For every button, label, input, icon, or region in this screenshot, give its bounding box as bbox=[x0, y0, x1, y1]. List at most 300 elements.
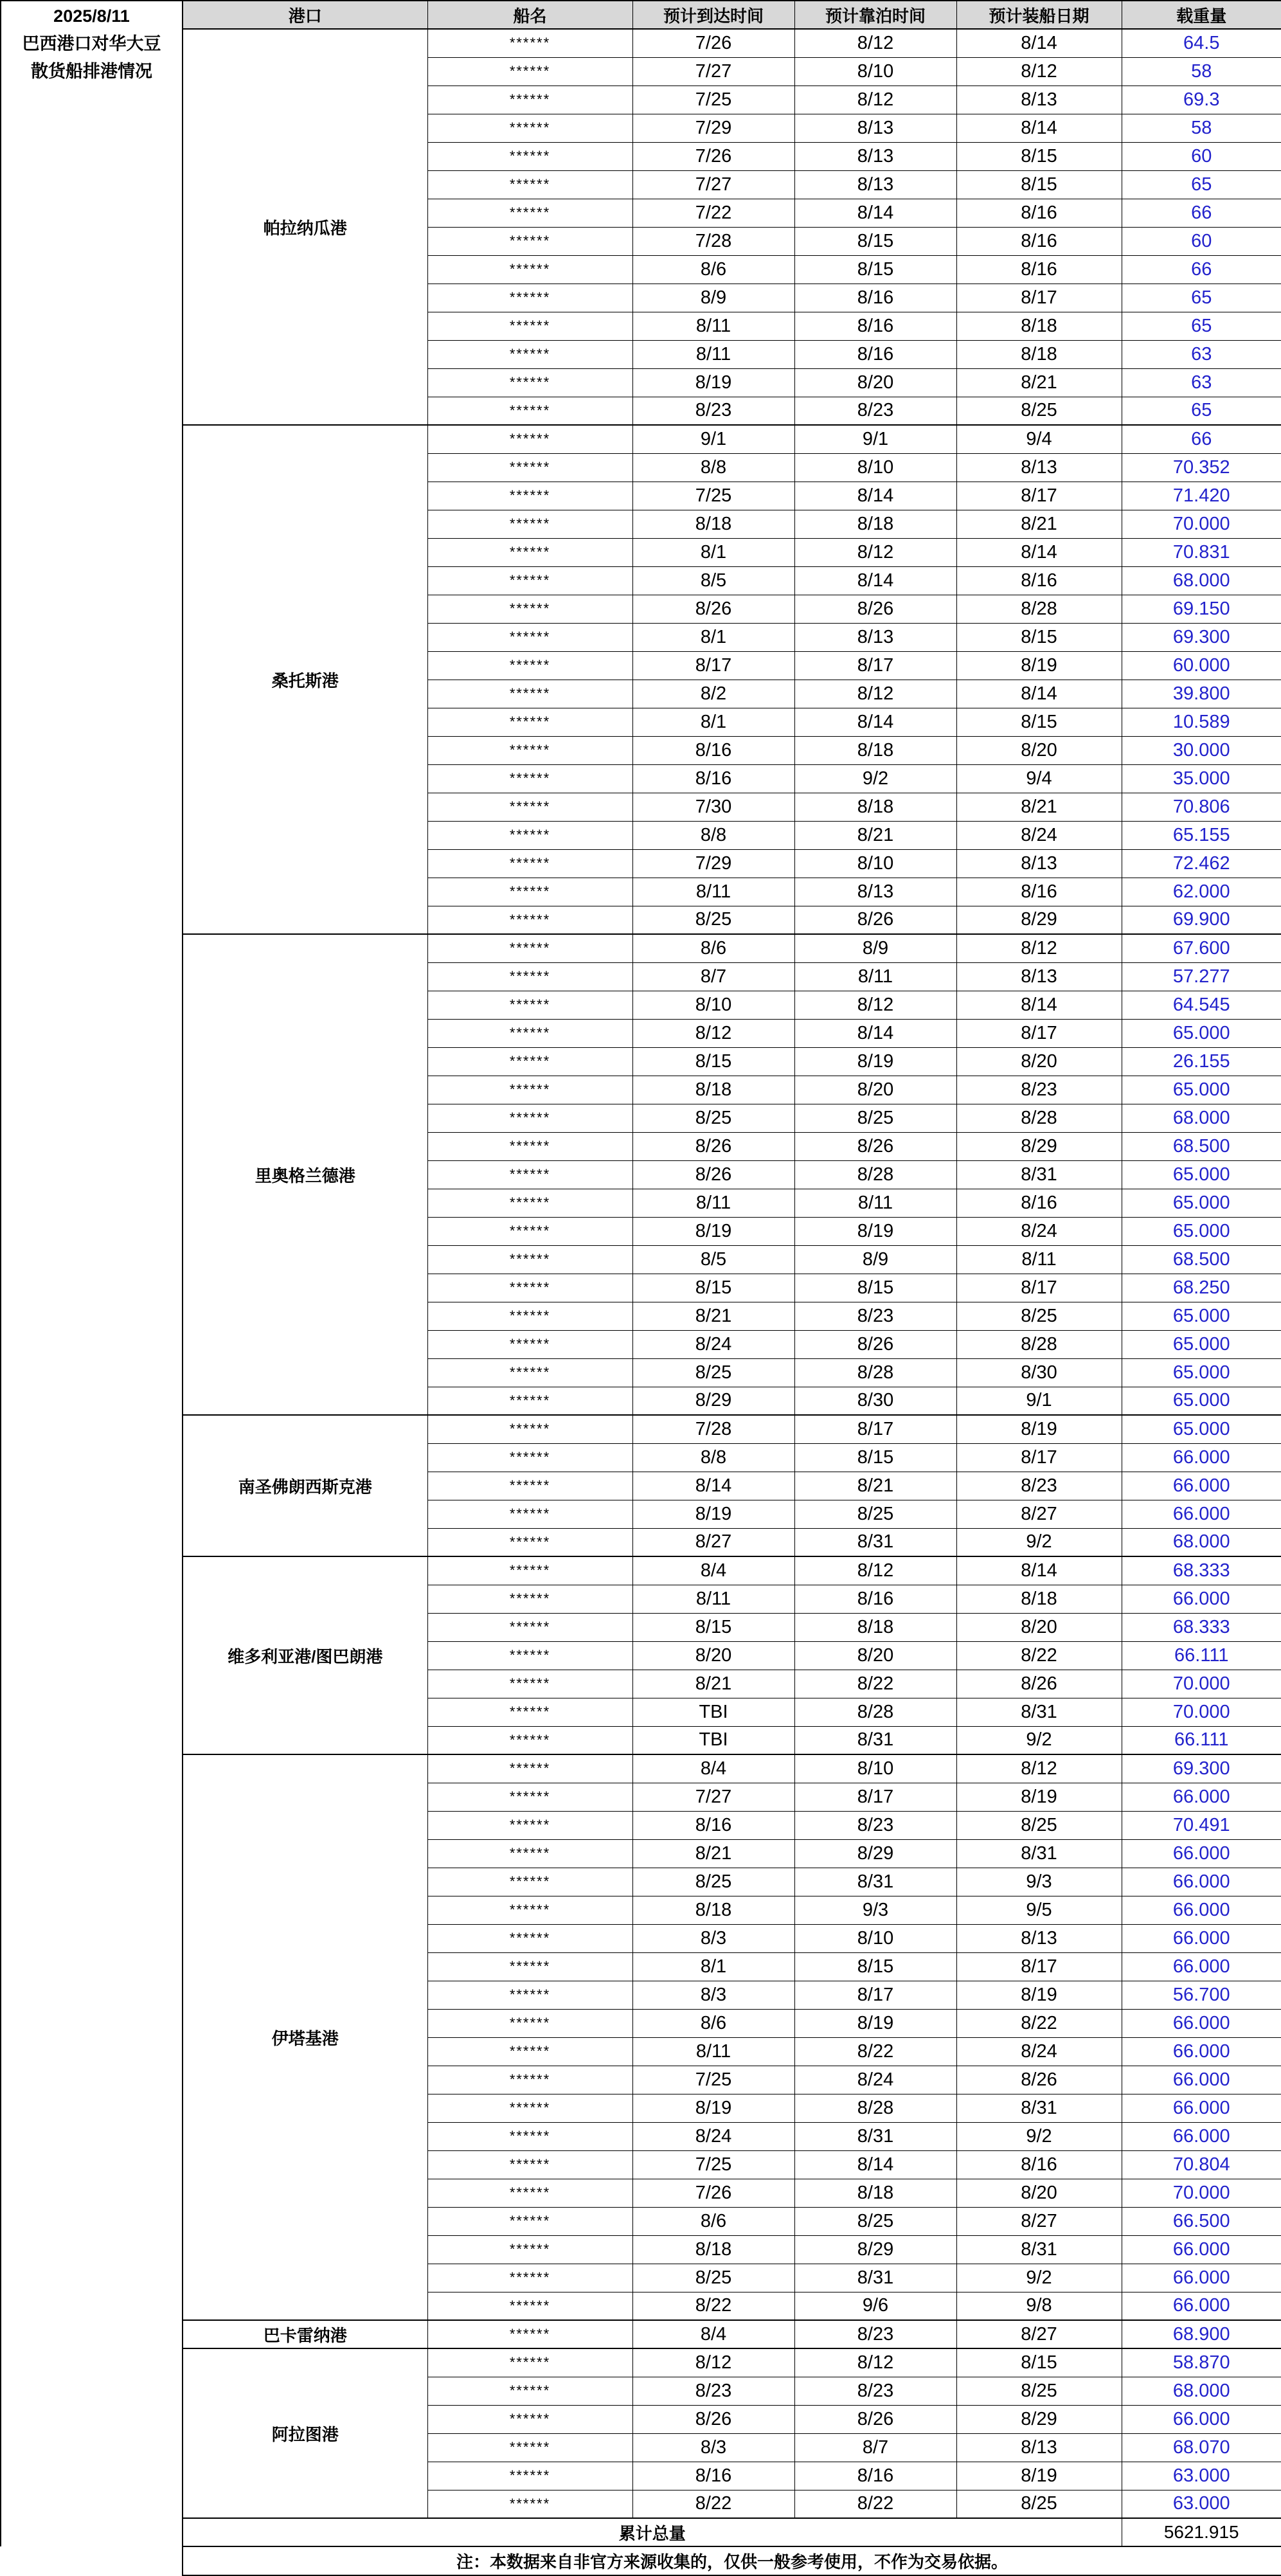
etb-cell: 8/18 bbox=[794, 793, 956, 821]
ship-name-cell: ****** bbox=[427, 708, 632, 736]
note-text: 注：本数据来自非官方来源收集的，仅供一般参考使用，不作为交易依据。 bbox=[183, 2546, 1281, 2575]
loading-date-cell: 9/2 bbox=[956, 2122, 1122, 2150]
eta-cell: 8/19 bbox=[632, 2094, 794, 2122]
loading-date-cell: 8/31 bbox=[956, 1839, 1122, 1868]
eta-cell: 8/3 bbox=[632, 1924, 794, 1952]
etb-cell: 8/28 bbox=[794, 1698, 956, 1726]
eta-cell: 8/14 bbox=[632, 1472, 794, 1500]
loading-date-cell: 8/18 bbox=[956, 1585, 1122, 1613]
dwt-cell: 69.900 bbox=[1122, 906, 1281, 934]
dwt-cell: 70.352 bbox=[1122, 453, 1281, 482]
dwt-cell: 66.000 bbox=[1122, 1783, 1281, 1811]
loading-date-cell: 8/27 bbox=[956, 2207, 1122, 2235]
eta-cell: 8/11 bbox=[632, 312, 794, 340]
ship-name-cell: ****** bbox=[427, 1868, 632, 1896]
ship-name-cell: ****** bbox=[427, 2037, 632, 2066]
table-row bbox=[183, 2348, 1281, 2377]
eta-cell: 8/18 bbox=[632, 2235, 794, 2264]
dwt-cell: 70.806 bbox=[1122, 793, 1281, 821]
eta-cell: 7/29 bbox=[632, 849, 794, 878]
table-row bbox=[183, 2320, 1281, 2348]
etb-cell: 8/14 bbox=[794, 2150, 956, 2179]
loading-date-cell: 8/19 bbox=[956, 1783, 1122, 1811]
etb-cell: 8/12 bbox=[794, 2348, 956, 2377]
column-header-5: 载重量 bbox=[1122, 1, 1281, 29]
ship-name-cell: ****** bbox=[427, 142, 632, 170]
dwt-cell: 66.000 bbox=[1122, 1500, 1281, 1528]
loading-date-cell: 8/31 bbox=[956, 2094, 1122, 2122]
dwt-cell: 70.000 bbox=[1122, 1670, 1281, 1698]
loading-date-cell: 8/20 bbox=[956, 1047, 1122, 1076]
dwt-cell: 66.111 bbox=[1122, 1726, 1281, 1754]
ship-name-cell: ****** bbox=[427, 397, 632, 425]
dwt-cell: 70.804 bbox=[1122, 2150, 1281, 2179]
etb-cell: 8/31 bbox=[794, 2264, 956, 2292]
etb-cell: 8/10 bbox=[794, 57, 956, 86]
dwt-cell: 63.000 bbox=[1122, 2462, 1281, 2490]
table-row bbox=[183, 1415, 1281, 1443]
ship-name-cell: ****** bbox=[427, 849, 632, 878]
port-name-cell: 里奥格兰德港 bbox=[183, 934, 427, 1415]
ship-name-cell: ****** bbox=[427, 1415, 632, 1443]
dwt-cell: 68.500 bbox=[1122, 1245, 1281, 1274]
dwt-cell: 65.000 bbox=[1122, 1217, 1281, 1245]
etb-cell: 8/11 bbox=[794, 1189, 956, 1217]
etb-cell: 8/17 bbox=[794, 1415, 956, 1443]
etb-cell: 8/13 bbox=[794, 623, 956, 651]
table-row bbox=[183, 934, 1281, 962]
eta-cell: 7/26 bbox=[632, 29, 794, 57]
ship-name-cell: ****** bbox=[427, 453, 632, 482]
dwt-cell: 70.000 bbox=[1122, 510, 1281, 538]
etb-cell: 8/26 bbox=[794, 1330, 956, 1358]
dwt-cell: 65.000 bbox=[1122, 1387, 1281, 1415]
eta-cell: 8/4 bbox=[632, 1556, 794, 1585]
ship-name-cell: ****** bbox=[427, 538, 632, 566]
etb-cell: 8/9 bbox=[794, 934, 956, 962]
eta-cell: 8/19 bbox=[632, 1500, 794, 1528]
loading-date-cell: 8/29 bbox=[956, 2405, 1122, 2433]
etb-cell: 8/21 bbox=[794, 1472, 956, 1500]
etb-cell: 8/12 bbox=[794, 680, 956, 708]
loading-date-cell: 9/2 bbox=[956, 2264, 1122, 2292]
loading-date-cell: 8/22 bbox=[956, 1641, 1122, 1670]
loading-date-cell: 8/25 bbox=[956, 1811, 1122, 1839]
loading-date-cell: 8/15 bbox=[956, 142, 1122, 170]
ship-name-cell: ****** bbox=[427, 1698, 632, 1726]
dwt-cell: 69.300 bbox=[1122, 1754, 1281, 1783]
eta-cell: 8/8 bbox=[632, 453, 794, 482]
loading-date-cell: 9/3 bbox=[956, 1868, 1122, 1896]
etb-cell: 8/29 bbox=[794, 2235, 956, 2264]
ship-name-cell: ****** bbox=[427, 2490, 632, 2518]
dwt-cell: 63 bbox=[1122, 340, 1281, 368]
loading-date-cell: 8/12 bbox=[956, 934, 1122, 962]
eta-cell: 8/21 bbox=[632, 1670, 794, 1698]
report-title-line-3: 散货船排港情况 bbox=[31, 62, 152, 81]
eta-cell: 7/26 bbox=[632, 142, 794, 170]
eta-cell: 8/27 bbox=[632, 1528, 794, 1556]
etb-cell: 8/21 bbox=[794, 821, 956, 849]
ship-name-cell: ****** bbox=[427, 340, 632, 368]
eta-cell: 8/7 bbox=[632, 962, 794, 991]
eta-cell: 8/25 bbox=[632, 906, 794, 934]
dwt-cell: 65.155 bbox=[1122, 821, 1281, 849]
dwt-cell: 65 bbox=[1122, 312, 1281, 340]
etb-cell: 8/19 bbox=[794, 1217, 956, 1245]
eta-cell: 8/22 bbox=[632, 2490, 794, 2518]
etb-cell: 8/31 bbox=[794, 2122, 956, 2150]
loading-date-cell: 8/21 bbox=[956, 793, 1122, 821]
dwt-cell: 63.000 bbox=[1122, 2490, 1281, 2518]
etb-cell: 8/23 bbox=[794, 2377, 956, 2405]
eta-cell: 8/4 bbox=[632, 1754, 794, 1783]
etb-cell: 8/23 bbox=[794, 1302, 956, 1330]
ship-name-cell: ****** bbox=[427, 1302, 632, 1330]
eta-cell: 8/19 bbox=[632, 1217, 794, 1245]
loading-date-cell: 9/2 bbox=[956, 1726, 1122, 1754]
etb-cell: 8/13 bbox=[794, 114, 956, 142]
etb-cell: 8/31 bbox=[794, 1726, 956, 1754]
table-row bbox=[183, 425, 1281, 453]
ship-name-cell: ****** bbox=[427, 510, 632, 538]
ship-name-cell: ****** bbox=[427, 1556, 632, 1585]
eta-cell: 7/28 bbox=[632, 227, 794, 255]
dwt-cell: 68.333 bbox=[1122, 1556, 1281, 1585]
loading-date-cell: 8/19 bbox=[956, 1981, 1122, 2009]
ship-name-cell: ****** bbox=[427, 2405, 632, 2433]
dwt-cell: 68.333 bbox=[1122, 1613, 1281, 1641]
etb-cell: 8/10 bbox=[794, 1924, 956, 1952]
eta-cell: 8/24 bbox=[632, 1330, 794, 1358]
column-header-2: 预计到达时间 bbox=[632, 1, 794, 29]
dwt-cell: 70.831 bbox=[1122, 538, 1281, 566]
eta-cell: 8/11 bbox=[632, 340, 794, 368]
port-name-cell: 桑托斯港 bbox=[183, 425, 427, 934]
eta-cell: 8/5 bbox=[632, 1245, 794, 1274]
loading-date-cell: 8/26 bbox=[956, 1670, 1122, 1698]
eta-cell: 8/23 bbox=[632, 2377, 794, 2405]
dwt-cell: 72.462 bbox=[1122, 849, 1281, 878]
eta-cell: 8/6 bbox=[632, 255, 794, 284]
loading-date-cell: 8/29 bbox=[956, 906, 1122, 934]
etb-cell: 8/20 bbox=[794, 1641, 956, 1670]
eta-cell: 7/28 bbox=[632, 1415, 794, 1443]
eta-cell: 8/15 bbox=[632, 1274, 794, 1302]
eta-cell: 7/27 bbox=[632, 57, 794, 86]
ship-name-cell: ****** bbox=[427, 2348, 632, 2377]
table-row bbox=[183, 1556, 1281, 1585]
dwt-cell: 68.000 bbox=[1122, 1104, 1281, 1132]
dwt-cell: 65 bbox=[1122, 284, 1281, 312]
loading-date-cell: 8/16 bbox=[956, 566, 1122, 595]
ship-name-cell: ****** bbox=[427, 1443, 632, 1472]
eta-cell: 8/1 bbox=[632, 1952, 794, 1981]
dwt-cell: 65.000 bbox=[1122, 1358, 1281, 1387]
dwt-cell: 66 bbox=[1122, 425, 1281, 453]
dwt-cell: 68.250 bbox=[1122, 1274, 1281, 1302]
etb-cell: 8/14 bbox=[794, 566, 956, 595]
dwt-cell: 65.000 bbox=[1122, 1302, 1281, 1330]
loading-date-cell: 8/13 bbox=[956, 453, 1122, 482]
ship-name-cell: ****** bbox=[427, 2433, 632, 2462]
eta-cell: 8/25 bbox=[632, 1358, 794, 1387]
total-row bbox=[183, 2518, 1281, 2546]
ship-name-cell: ****** bbox=[427, 114, 632, 142]
eta-cell: 7/25 bbox=[632, 2150, 794, 2179]
ship-name-cell: ****** bbox=[427, 793, 632, 821]
etb-cell: 8/10 bbox=[794, 453, 956, 482]
dwt-cell: 68.900 bbox=[1122, 2320, 1281, 2348]
ship-name-cell: ****** bbox=[427, 566, 632, 595]
loading-date-cell: 8/16 bbox=[956, 199, 1122, 227]
dwt-cell: 66 bbox=[1122, 255, 1281, 284]
eta-cell: 9/1 bbox=[632, 425, 794, 453]
eta-cell: 8/10 bbox=[632, 991, 794, 1019]
etb-cell: 8/14 bbox=[794, 482, 956, 510]
ship-name-cell: ****** bbox=[427, 1585, 632, 1613]
ship-name-cell: ****** bbox=[427, 227, 632, 255]
etb-cell: 8/13 bbox=[794, 170, 956, 199]
etb-cell: 8/14 bbox=[794, 1019, 956, 1047]
loading-date-cell: 8/17 bbox=[956, 1019, 1122, 1047]
etb-cell: 8/18 bbox=[794, 510, 956, 538]
ship-name-cell: ****** bbox=[427, 86, 632, 114]
etb-cell: 8/14 bbox=[794, 199, 956, 227]
eta-cell: 8/6 bbox=[632, 2207, 794, 2235]
etb-cell: 8/16 bbox=[794, 284, 956, 312]
dwt-cell: 68.000 bbox=[1122, 1528, 1281, 1556]
dwt-cell: 65.000 bbox=[1122, 1076, 1281, 1104]
ship-name-cell: ****** bbox=[427, 934, 632, 962]
ship-name-cell: ****** bbox=[427, 2207, 632, 2235]
etb-cell: 8/12 bbox=[794, 29, 956, 57]
etb-cell: 8/24 bbox=[794, 2066, 956, 2094]
eta-cell: 8/25 bbox=[632, 1104, 794, 1132]
loading-date-cell: 8/12 bbox=[956, 1754, 1122, 1783]
eta-cell: 8/17 bbox=[632, 651, 794, 680]
etb-cell: 8/7 bbox=[794, 2433, 956, 2462]
column-header-0: 港口 bbox=[183, 1, 427, 29]
total-value: 5621.915 bbox=[1122, 2518, 1281, 2546]
ship-name-cell: ****** bbox=[427, 595, 632, 623]
loading-date-cell: 8/24 bbox=[956, 2037, 1122, 2066]
ship-name-cell: ****** bbox=[427, 2150, 632, 2179]
ship-name-cell: ****** bbox=[427, 2462, 632, 2490]
loading-date-cell: 8/25 bbox=[956, 2490, 1122, 2518]
loading-date-cell: 9/1 bbox=[956, 1387, 1122, 1415]
eta-cell: 8/18 bbox=[632, 1896, 794, 1924]
loading-date-cell: 8/24 bbox=[956, 1217, 1122, 1245]
loading-date-cell: 8/16 bbox=[956, 878, 1122, 906]
etb-cell: 8/15 bbox=[794, 227, 956, 255]
etb-cell: 8/18 bbox=[794, 1613, 956, 1641]
column-header-4: 预计装船日期 bbox=[956, 1, 1122, 29]
etb-cell: 8/25 bbox=[794, 1104, 956, 1132]
ship-name-cell: ****** bbox=[427, 1500, 632, 1528]
etb-cell: 8/15 bbox=[794, 1952, 956, 1981]
ship-name-cell: ****** bbox=[427, 2292, 632, 2320]
eta-cell: 8/26 bbox=[632, 595, 794, 623]
dwt-cell: 66 bbox=[1122, 199, 1281, 227]
eta-cell: 7/26 bbox=[632, 2179, 794, 2207]
eta-cell: 8/5 bbox=[632, 566, 794, 595]
loading-date-cell: 8/21 bbox=[956, 510, 1122, 538]
loading-date-cell: 8/23 bbox=[956, 1076, 1122, 1104]
dwt-cell: 69.3 bbox=[1122, 86, 1281, 114]
loading-date-cell: 8/16 bbox=[956, 255, 1122, 284]
ship-name-cell: ****** bbox=[427, 651, 632, 680]
ship-name-cell: ****** bbox=[427, 1896, 632, 1924]
loading-date-cell: 9/4 bbox=[956, 764, 1122, 793]
ship-name-cell: ****** bbox=[427, 368, 632, 397]
etb-cell: 8/17 bbox=[794, 651, 956, 680]
ship-name-cell: ****** bbox=[427, 255, 632, 284]
loading-date-cell: 8/14 bbox=[956, 680, 1122, 708]
loading-date-cell: 8/24 bbox=[956, 821, 1122, 849]
ship-name-cell: ****** bbox=[427, 1019, 632, 1047]
etb-cell: 8/23 bbox=[794, 2320, 956, 2348]
etb-cell: 8/22 bbox=[794, 2037, 956, 2066]
loading-date-cell: 8/17 bbox=[956, 1952, 1122, 1981]
dwt-cell: 71.420 bbox=[1122, 482, 1281, 510]
etb-cell: 9/2 bbox=[794, 764, 956, 793]
shipping-schedule-table bbox=[182, 0, 1281, 2576]
dwt-cell: 66.000 bbox=[1122, 2264, 1281, 2292]
etb-cell: 8/10 bbox=[794, 849, 956, 878]
etb-cell: 8/10 bbox=[794, 1754, 956, 1783]
etb-cell: 8/19 bbox=[794, 1047, 956, 1076]
ship-name-cell: ****** bbox=[427, 1924, 632, 1952]
eta-cell: 7/25 bbox=[632, 482, 794, 510]
ship-name-cell: ****** bbox=[427, 1811, 632, 1839]
dwt-cell: 58.870 bbox=[1122, 2348, 1281, 2377]
etb-cell: 8/13 bbox=[794, 142, 956, 170]
eta-cell: 8/20 bbox=[632, 1641, 794, 1670]
loading-date-cell: 8/17 bbox=[956, 284, 1122, 312]
dwt-cell: 66.000 bbox=[1122, 1952, 1281, 1981]
ship-name-cell: ****** bbox=[427, 962, 632, 991]
ship-name-cell: ****** bbox=[427, 1387, 632, 1415]
loading-date-cell: 8/15 bbox=[956, 2348, 1122, 2377]
loading-date-cell: 8/17 bbox=[956, 1443, 1122, 1472]
dwt-cell: 65 bbox=[1122, 397, 1281, 425]
etb-cell: 8/11 bbox=[794, 962, 956, 991]
dwt-cell: 69.150 bbox=[1122, 595, 1281, 623]
etb-cell: 8/31 bbox=[794, 1868, 956, 1896]
etb-cell: 8/28 bbox=[794, 1160, 956, 1189]
ship-name-cell: ****** bbox=[427, 1132, 632, 1160]
eta-cell: 8/16 bbox=[632, 736, 794, 764]
eta-cell: 8/11 bbox=[632, 2037, 794, 2066]
eta-cell: 8/26 bbox=[632, 2405, 794, 2433]
eta-cell: 8/1 bbox=[632, 708, 794, 736]
loading-date-cell: 8/31 bbox=[956, 1698, 1122, 1726]
header-row bbox=[183, 1, 1281, 29]
eta-cell: 8/3 bbox=[632, 2433, 794, 2462]
etb-cell: 8/19 bbox=[794, 2009, 956, 2037]
dwt-cell: 68.070 bbox=[1122, 2433, 1281, 2462]
eta-cell: 8/25 bbox=[632, 1868, 794, 1896]
etb-cell: 8/16 bbox=[794, 2462, 956, 2490]
etb-cell: 8/17 bbox=[794, 1981, 956, 2009]
dwt-cell: 66.111 bbox=[1122, 1641, 1281, 1670]
port-name-cell: 帕拉纳瓜港 bbox=[183, 29, 427, 425]
loading-date-cell: 8/13 bbox=[956, 86, 1122, 114]
loading-date-cell: 8/25 bbox=[956, 397, 1122, 425]
eta-cell: 8/6 bbox=[632, 934, 794, 962]
ship-name-cell: ****** bbox=[427, 1670, 632, 1698]
loading-date-cell: 8/18 bbox=[956, 340, 1122, 368]
eta-cell: 7/27 bbox=[632, 170, 794, 199]
etb-cell: 8/29 bbox=[794, 1839, 956, 1868]
ship-name-cell: ****** bbox=[427, 680, 632, 708]
dwt-cell: 65 bbox=[1122, 170, 1281, 199]
dwt-cell: 66.000 bbox=[1122, 1896, 1281, 1924]
ship-name-cell: ****** bbox=[427, 1330, 632, 1358]
ship-name-cell: ****** bbox=[427, 2122, 632, 2150]
loading-date-cell: 8/25 bbox=[956, 1302, 1122, 1330]
eta-cell: 8/19 bbox=[632, 368, 794, 397]
loading-date-cell: 8/22 bbox=[956, 2009, 1122, 2037]
column-header-1: 船名 bbox=[427, 1, 632, 29]
dwt-cell: 70.491 bbox=[1122, 1811, 1281, 1839]
eta-cell: 8/23 bbox=[632, 397, 794, 425]
etb-cell: 8/18 bbox=[794, 736, 956, 764]
ship-name-cell: ****** bbox=[427, 1189, 632, 1217]
dwt-cell: 66.000 bbox=[1122, 1924, 1281, 1952]
etb-cell: 9/6 bbox=[794, 2292, 956, 2320]
loading-date-cell: 8/15 bbox=[956, 623, 1122, 651]
etb-cell: 8/20 bbox=[794, 1076, 956, 1104]
eta-cell: 8/26 bbox=[632, 1132, 794, 1160]
loading-date-cell: 8/15 bbox=[956, 170, 1122, 199]
loading-date-cell: 8/13 bbox=[956, 962, 1122, 991]
loading-date-cell: 8/27 bbox=[956, 1500, 1122, 1528]
loading-date-cell: 8/15 bbox=[956, 708, 1122, 736]
eta-cell: TBI bbox=[632, 1698, 794, 1726]
report-title-line-2: 巴西港口对华大豆 bbox=[22, 34, 161, 53]
dwt-cell: 68.500 bbox=[1122, 1132, 1281, 1160]
etb-cell: 8/23 bbox=[794, 397, 956, 425]
dwt-cell: 57.277 bbox=[1122, 962, 1281, 991]
dwt-cell: 60 bbox=[1122, 227, 1281, 255]
eta-cell: 8/15 bbox=[632, 1047, 794, 1076]
loading-date-cell: 8/14 bbox=[956, 114, 1122, 142]
report-title bbox=[0, 0, 182, 2546]
loading-date-cell: 8/19 bbox=[956, 1415, 1122, 1443]
loading-date-cell: 8/14 bbox=[956, 29, 1122, 57]
ship-name-cell: ****** bbox=[427, 878, 632, 906]
ship-name-cell: ****** bbox=[427, 1274, 632, 1302]
dwt-cell: 66.000 bbox=[1122, 2122, 1281, 2150]
dwt-cell: 39.800 bbox=[1122, 680, 1281, 708]
etb-cell: 8/31 bbox=[794, 1528, 956, 1556]
etb-cell: 8/16 bbox=[794, 312, 956, 340]
ship-name-cell: ****** bbox=[427, 1245, 632, 1274]
ship-name-cell: ****** bbox=[427, 906, 632, 934]
ship-name-cell: ****** bbox=[427, 1641, 632, 1670]
etb-cell: 8/26 bbox=[794, 1132, 956, 1160]
eta-cell: 8/18 bbox=[632, 1076, 794, 1104]
port-name-cell: 阿拉图港 bbox=[183, 2348, 427, 2518]
ship-name-cell: ****** bbox=[427, 991, 632, 1019]
dwt-cell: 68.000 bbox=[1122, 2377, 1281, 2405]
loading-date-cell: 8/26 bbox=[956, 2066, 1122, 2094]
ship-name-cell: ****** bbox=[427, 1076, 632, 1104]
eta-cell: 8/16 bbox=[632, 2462, 794, 2490]
eta-cell: 8/1 bbox=[632, 623, 794, 651]
